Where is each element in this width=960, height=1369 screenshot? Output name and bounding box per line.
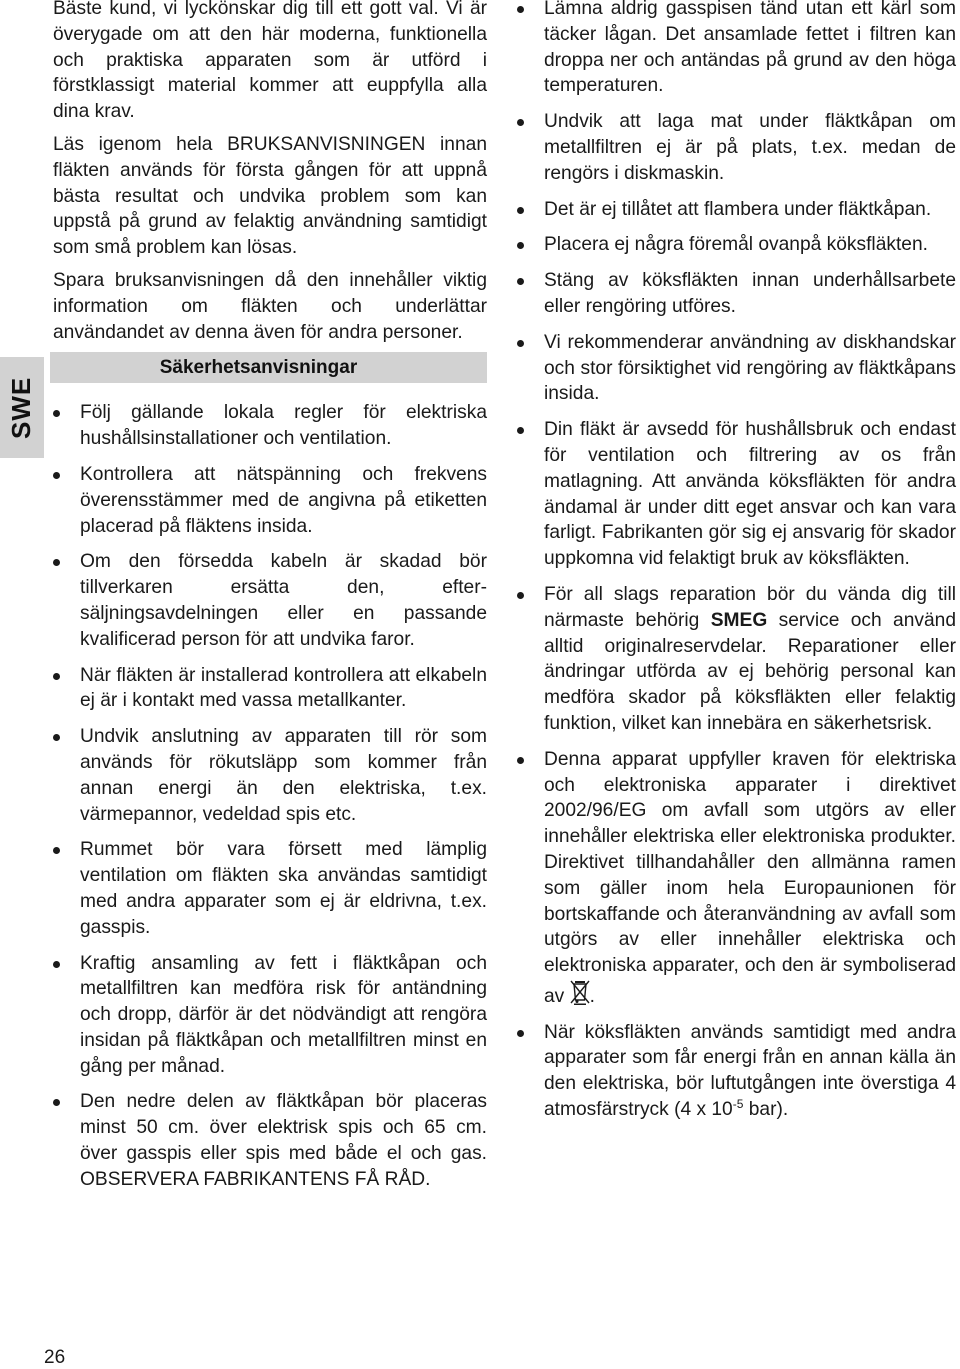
intro-paragraph: Läs igenom hela BRUKSANVISNINGEN innan fläkten används för första gången för att uppnå bästa resultat och undvika problem som kan uppstå på grund av felaktig användning samtidigt som små problem kan lösas.: [53, 133, 487, 259]
list-item-text: Lämna aldrig gasspisen tänd utan ett kärl som täcker lågan. Det ansamlade fettet i filtren kan droppa ner och antändas på grund av den höga temperaturen.: [544, 0, 956, 97]
bullet-dot: [53, 472, 60, 479]
brand-name: SMEG: [710, 609, 768, 631]
language-tab-label: SWE: [6, 376, 37, 439]
list-item: [53, 724, 487, 827]
pressure-text-before: När köksfläkten används samtidigt med andra apparater som får energi från en annan källa än den elektriska, bör luftutgången inte överstiga 4 atmosfärstryck (4 x 10: [544, 1021, 956, 1121]
intro-paragraph: Spara bruksanvisningen då den innehåller viktig information om fläkten och underlättar användandet av denna även för andra personer.: [53, 269, 487, 343]
list-item-text: Din fläkt är avsedd för hushållsbruk och endast för ventilation och filtrering av os från matlagning. Att använda köksfläkten för andra ändamal är under ditt eget ansvar och kan vara farligt. Fabrikanten gör sig ej ansvarig för skador uppkomna vid felaktigt bruk av köksfläkten.: [544, 419, 956, 570]
list-item: [517, 330, 956, 407]
weee-text-after: .: [589, 985, 595, 1007]
list-item: [53, 951, 487, 1080]
list-item-text: Den nedre delen av fläktkåpan bör placeras minst 50 cm. över elektrisk spis och 65 cm. över gasspis eller spis med både el och gas. OBSERVERA FABRIKANTENS FÅ RÅD.: [80, 1091, 487, 1190]
list-item-text: Undvik att laga mat under fläktkåpan om metallfiltren ej är på plats, t.ex. medan de rengörs i diskmaskin.: [544, 111, 956, 184]
safety-list-right: [517, 0, 956, 1123]
bullet-dot: [517, 1030, 524, 1037]
list-item-text: Vi rekommenderar användning av diskhandskar och stor försiktighet vid rengöring av fläktkåpans insida.: [544, 331, 956, 405]
list-item: [53, 400, 487, 452]
list-item: [517, 747, 956, 1010]
bullet-dot: [53, 961, 60, 968]
section-heading: Säkerhetsanvisningar: [50, 352, 487, 383]
safety-list-left: [53, 400, 487, 1192]
list-item-text: Rummet bör vara försett med lämplig ventilation om fläkten ska användas samtidigt med andra apparater som ej är eldrivna, t.ex. gasspis.: [80, 839, 487, 938]
bullet-dot: [53, 559, 60, 566]
list-item: [517, 1020, 956, 1123]
weee-text-before: Denna apparat uppfyller kraven för elektriska och elektroniska apparater i direktivet 2002/96/EG om avfall som utgörs av eller innehåller elektriska eller elektroniska produkter. Direktivet tillhandahåller den allmänna ramen som gäller inom hela Europaunionen för bortskaffande och återanvändning av avfall som utgörs av eller innehåller elektriska och elektroniska apparater, och den är symboliserad av: [544, 748, 956, 1007]
list-item: [53, 663, 487, 715]
bullet-dot: [517, 427, 524, 434]
crossed-out-wheelie-bin-icon: [570, 979, 590, 1005]
bullet-dot: [53, 410, 60, 417]
bullet-dot: [53, 673, 60, 680]
list-item-text: Kontrollera att nätspänning och frekvens överensstämmer med de angivna på etiketten placerad på fläktens insida.: [80, 463, 487, 537]
pressure-text-after: bar).: [743, 1099, 789, 1121]
pressure-text: [544, 1022, 956, 1120]
list-item-text: Det är ej tillåtet att flambera under fläktkåpan.: [544, 198, 932, 220]
list-item: [517, 582, 956, 737]
repair-text: [544, 584, 956, 734]
intro-paragraph: Bäste kund, vi lyckönskar dig till ett gott val. Vi är överygade om att den här moderna, funktionella och praktiska apparaten som är utförd i förstklassigt material kommer att euppfylla alla dina krav.: [53, 0, 487, 123]
list-item-text: Om den försedda kabeln är skadad bör tillverkaren ersätta den, efter- säljningsavdelningen eller en passande kvalificerad person för att undvika faror.: [80, 551, 487, 650]
bullet-dot: [517, 207, 524, 214]
bullet-dot: [517, 592, 524, 599]
list-item: [53, 462, 487, 539]
bullet-dot: [517, 757, 524, 764]
pressure-exponent: -5: [732, 1097, 744, 1112]
bullet-dot: [517, 6, 524, 13]
list-item: [517, 197, 956, 223]
bullet-dot: [517, 119, 524, 126]
repair-text-before: För all slags reparation bör du vända dig till närmaste behörig: [544, 583, 956, 631]
list-item-text: Undvik anslutning av apparaten till rör som används för rökutsläpp som kommer från annan energi än den elektriska, t.ex. värmepannor, vedeldad spis etc.: [80, 726, 487, 825]
list-item-text: Stäng av köksfläkten innan underhållsarbete eller rengöring utföres.: [544, 270, 956, 317]
list-item-text: Följ gällande lokala regler för elektriska hushållsinstallationer och ventilation.: [80, 402, 487, 450]
repair-text-after: service och använd alltid originalreservdelar. Reparationer eller ändringar utförda av ej behörig personal kan medföra skador på köksfläkten eller felaktig funktion, vilket kan innebära en säkerhetsrisk.: [544, 609, 957, 734]
list-item: [517, 0, 956, 99]
list-item: [517, 268, 956, 320]
list-item: [53, 1089, 487, 1192]
bullet-dot: [517, 242, 524, 249]
left-column: [53, 0, 487, 1203]
list-item: [517, 417, 956, 572]
list-item-text: När fläkten är installerad kontrollera att elkabeln ej är i kontakt med vassa metallkanter.: [80, 664, 487, 712]
bullet-dot: [53, 734, 60, 741]
list-item: [517, 232, 956, 258]
bullet-dot: [517, 340, 524, 347]
bullet-dot: [517, 278, 524, 285]
list-item-text: Kraftig ansamling av fett i fläktkåpan och metallfiltren kan medföra risk för antändning och dropp, därför är det nödvändigt att rengöra insidan på fläktkåpan och metallfiltren minst en gång per månad.: [80, 952, 487, 1077]
list-item: [53, 837, 487, 940]
page-number: 26: [44, 1347, 66, 1368]
bullet-dot: [53, 1099, 60, 1106]
list-item-text: Placera ej några föremål ovanpå köksfläkten.: [544, 234, 928, 256]
list-item: [53, 549, 487, 652]
language-tab: [0, 357, 44, 458]
right-column: [517, 0, 956, 1133]
bullet-dot: [53, 847, 60, 854]
list-item: [517, 109, 956, 186]
weee-text: [544, 749, 956, 1007]
